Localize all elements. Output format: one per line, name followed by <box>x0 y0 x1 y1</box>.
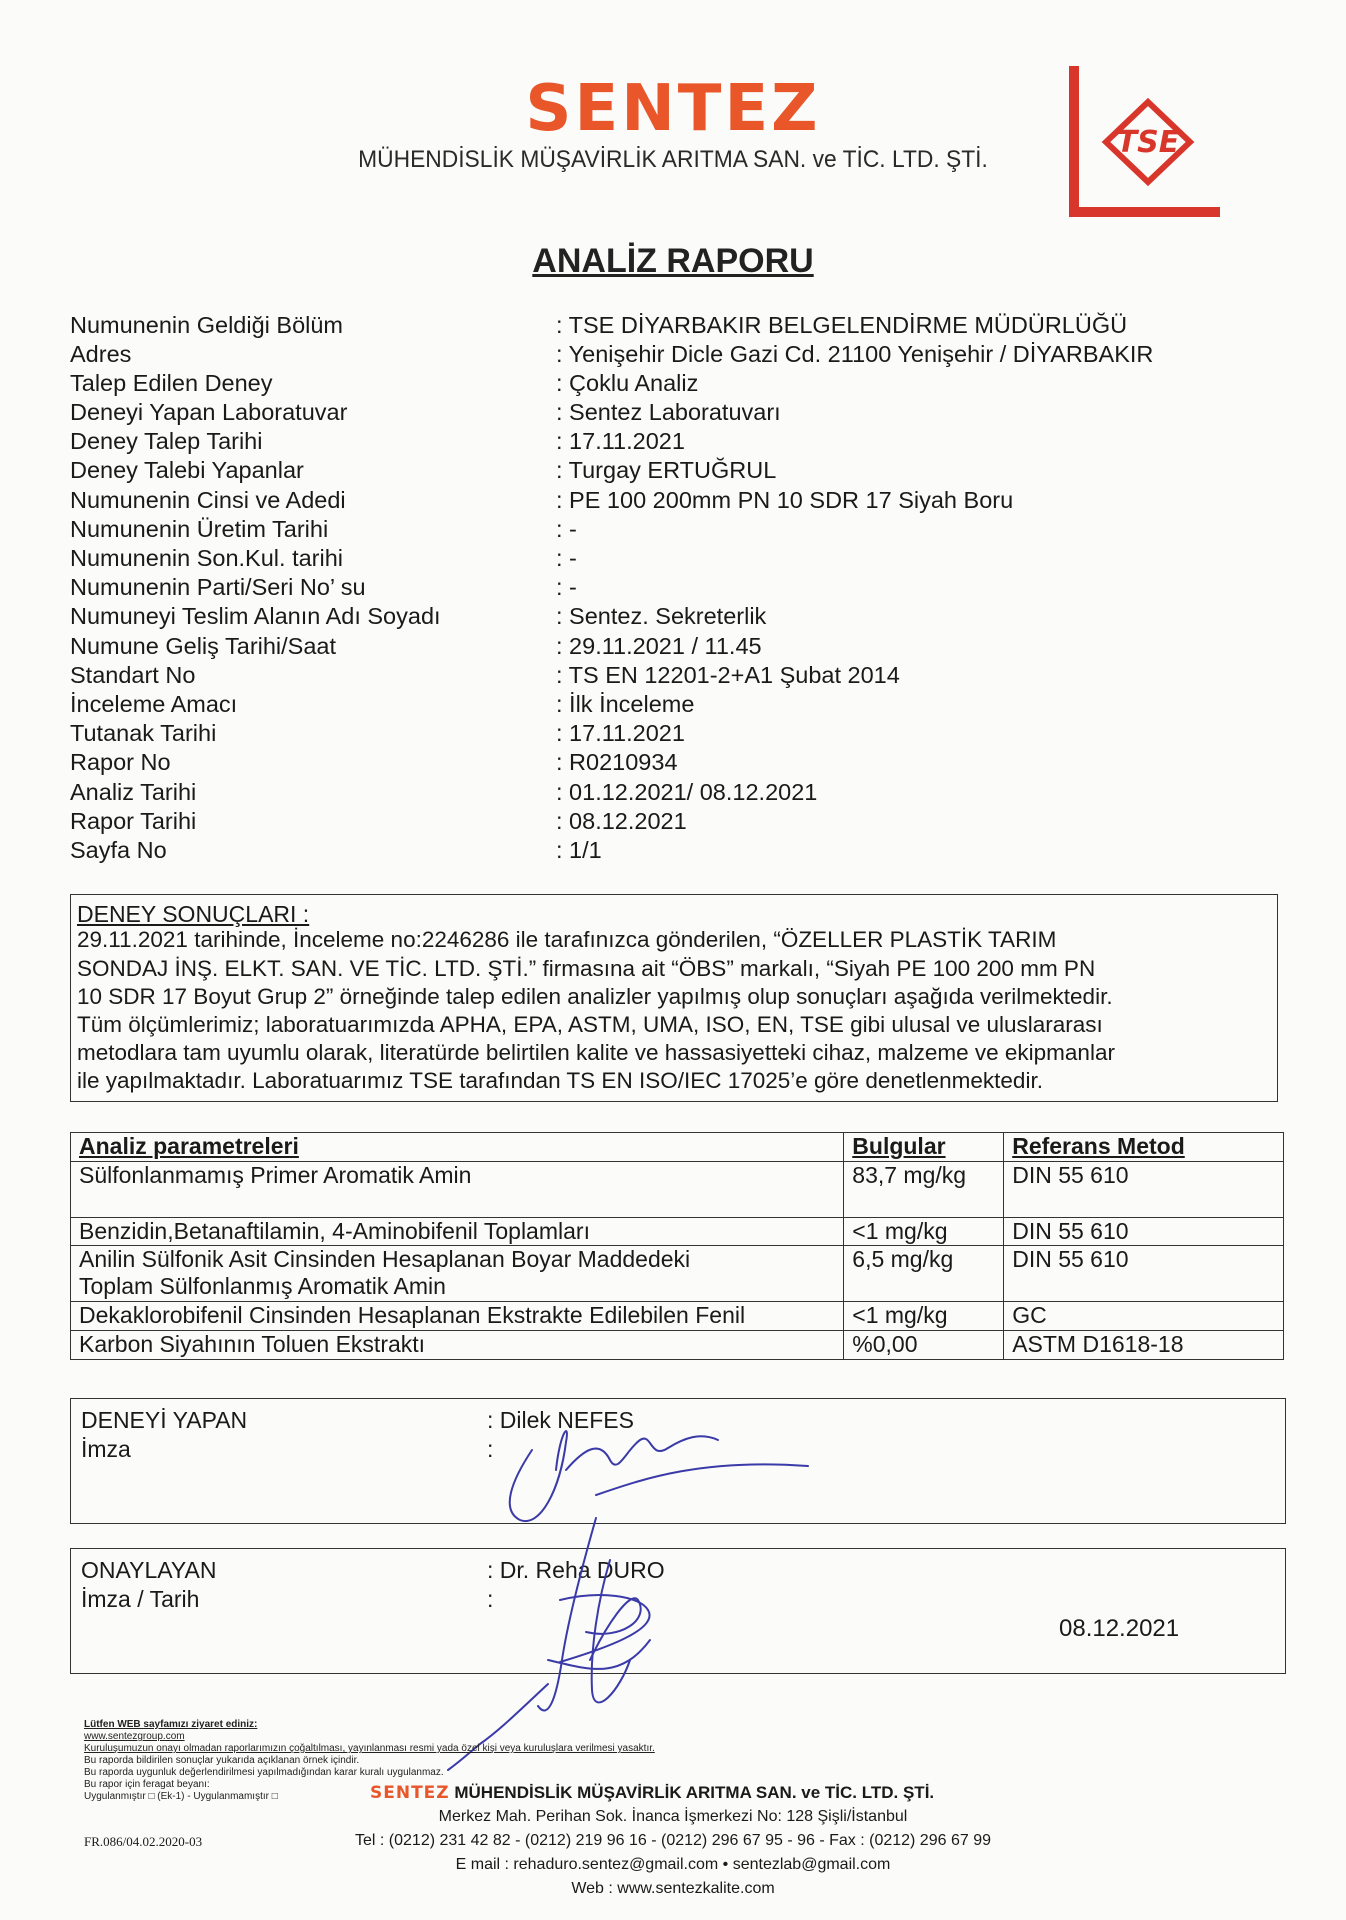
results-line: metodlara tam uyumlu olarak, literatürde belirtilen kalite ve hassasiyetteki cihaz, malzeme ve ekipmanlar <box>77 1040 1115 1065</box>
param-line-1: Anilin Sülfonik Asit Cinsinden Hesaplanan Boyar Maddedeki <box>79 1246 691 1272</box>
tested-by-name: : Dilek NEFES <box>487 1407 634 1433</box>
footer-brand: SENTEZ <box>370 1783 450 1803</box>
info-label: Sayfa No <box>70 837 167 863</box>
table-row <box>71 1246 1284 1302</box>
results-line: 10 SDR 17 Boyut Grup 2” örneğinde talep edilen analizler yapılmış olup sonuçları aşağıda verilmektedir. <box>77 984 1113 1009</box>
tse-logo <box>1068 62 1228 222</box>
company-subtitle: MÜHENDİSLİK MÜŞAVİRLİK ARITMA SAN. ve TİC. LTD. ŞTİ. <box>358 146 988 173</box>
info-value: : 17.11.2021 <box>556 428 685 454</box>
info-value: : 08.12.2021 <box>556 808 687 834</box>
info-label: Talep Edilen Deney <box>70 370 273 396</box>
info-value: : TS EN 12201-2+A1 Şubat 2014 <box>556 662 900 688</box>
info-label: Numunenin Cinsi ve Adedi <box>70 487 346 513</box>
tested-by-sign-label: İmza <box>81 1436 131 1462</box>
info-label: Tutanak Tarihi <box>70 720 217 746</box>
footer-address: Merkez Mah. Perihan Sok. İnanca İşmerkezi No: 128 Şişli/İstanbul <box>438 1808 908 1825</box>
header-result: Bulgular <box>844 1133 1004 1162</box>
info-value: : - <box>556 545 577 571</box>
footer-company <box>370 1783 934 1803</box>
info-value: : Çoklu Analiz <box>556 370 699 396</box>
param-cell: Dekaklorobifenil Cinsinden Hesaplanan Ekstrakte Edilebilen Fenil <box>71 1302 844 1331</box>
method-cell: DIN 55 610 <box>1004 1246 1284 1302</box>
footer-email[interactable]: E mail : rehaduro.sentez@gmail.com • sentezlab@gmail.com <box>455 1856 891 1873</box>
info-value: : Turgay ERTUĞRUL <box>556 457 777 483</box>
info-label: Rapor No <box>70 749 171 775</box>
info-value: : İlk İnceleme <box>556 691 695 717</box>
company-brand: SENTEZ <box>525 72 821 146</box>
info-label: Adres <box>70 341 132 367</box>
tested-by-sign-value: : <box>487 1436 494 1462</box>
table-row <box>71 1162 1284 1218</box>
approval-date: 08.12.2021 <box>1059 1615 1180 1642</box>
info-label: Numuneyi Teslim Alanın Adı Soyadı <box>70 603 441 629</box>
result-cell: <1 mg/kg <box>844 1218 1004 1246</box>
results-box <box>70 894 1278 1102</box>
param-line-2: Toplam Sülfonlanmış Aromatik Amin <box>79 1273 446 1299</box>
info-value: : R0210934 <box>556 749 678 775</box>
info-value: : Sentez Laboratuvarı <box>556 399 781 425</box>
tse-logo-text: TSE <box>1116 125 1180 160</box>
param-cell: Sülfonlanmamış Primer Aromatik Amin <box>71 1162 844 1218</box>
approved-by-label: ONAYLAYAN <box>81 1557 217 1583</box>
method-cell: DIN 55 610 <box>1004 1162 1284 1218</box>
footer-note: Kuruluşumuzun onayı olmadan raporlarımızın çoğaltılması, yayınlanması resmi yada özel kişi veya kuruluşlara verilmesi yasaktır. <box>84 1743 655 1754</box>
param-cell: Benzidin,Betanaftilamin, 4-Aminobifenil Toplamları <box>71 1218 844 1246</box>
results-heading: DENEY SONUÇLARI : <box>77 901 310 927</box>
info-label: Deney Talep Tarihi <box>70 428 263 454</box>
info-value: : 29.11.2021 / 11.45 <box>556 633 762 659</box>
results-line: Tüm ölçümlerimiz; laboratuarımızda APHA, EPA, ASTM, UMA, ISO, EN, TSE gibi ulusal ve uluslararası <box>77 1012 1103 1037</box>
result-cell: 6,5 mg/kg <box>844 1246 1004 1302</box>
info-label: Deney Talebi Yapanlar <box>70 457 304 483</box>
info-value: : Yenişehir Dicle Gazi Cd. 21100 Yenişehir / DİYARBAKIR <box>556 341 1154 367</box>
table-row <box>71 1331 1284 1360</box>
result-cell: %0,00 <box>844 1331 1004 1360</box>
footer-note: Bu rapor için feragat beyanı: <box>84 1779 210 1790</box>
table-row <box>71 1302 1284 1331</box>
footer-note: Bu raporda bildirilen sonuçlar yukarıda açıklanan örnek içindir. <box>84 1755 360 1766</box>
method-cell: GC <box>1004 1302 1284 1331</box>
info-value: : 17.11.2021 <box>556 720 685 746</box>
info-value: : PE 100 200mm PN 10 SDR 17 Siyah Boru <box>556 487 1014 513</box>
table-header-row <box>71 1133 1284 1162</box>
info-label: Standart No <box>70 662 196 688</box>
report-title: ANALİZ RAPORU <box>532 242 814 280</box>
info-value: : - <box>556 516 577 542</box>
form-code: FR.086/04.02.2020-03 <box>84 1834 203 1849</box>
info-label: İnceleme Amacı <box>70 691 238 717</box>
approved-by-box <box>70 1548 1286 1674</box>
info-value: : 01.12.2021/ 08.12.2021 <box>556 779 818 805</box>
footer-note: Uygulanmıştır □ (Ek-1) - Uygulanmamıştır □ <box>84 1791 278 1802</box>
info-value: : 1/1 <box>556 837 602 863</box>
result-cell: 83,7 mg/kg <box>844 1162 1004 1218</box>
param-cell <box>71 1246 844 1302</box>
info-label: Numunenin Geldiği Bölüm <box>70 312 344 338</box>
param-cell: Karbon Siyahının Toluen Ekstraktı <box>71 1331 844 1360</box>
result-cell: <1 mg/kg <box>844 1302 1004 1331</box>
results-line: ile yapılmaktadır. Laboratuarımız TSE tarafından TS EN ISO/IEC 17025’e göre denetlenmektedir. <box>77 1068 1043 1093</box>
results-line: SONDAJ İNŞ. ELKT. SAN. VE TİC. LTD. ŞTİ.” firmasına ait “ÖBS” markalı, “Siyah PE 100 200 mm PN <box>77 956 1096 981</box>
approved-by-name: : Dr. Reha DURO <box>487 1557 665 1583</box>
info-label: Numunenin Parti/Seri No’ su <box>70 574 366 600</box>
footer-note: Bu raporda uygunluk değerlendirilmesi yapılmadığından karar kuralı uygulanmaz. <box>84 1767 444 1778</box>
footer-company-name: MÜHENDİSLİK MÜŞAVİRLİK ARITMA SAN. ve TİC. LTD. ŞTİ. <box>454 1783 935 1802</box>
info-value: : - <box>556 574 577 600</box>
approved-by-sign-label: İmza / Tarih <box>81 1586 200 1612</box>
parameters-table <box>70 1132 1284 1360</box>
header-method: Referans Metod <box>1004 1133 1284 1162</box>
info-label: Analiz Tarihi <box>70 779 197 805</box>
approved-by-sign-value: : <box>487 1586 494 1612</box>
footer-phones: Tel : (0212) 231 42 82 - (0212) 219 96 16 - (0212) 296 67 95 - 96 - Fax : (0212) 296 67 99 <box>355 1832 991 1849</box>
info-value: : Sentez. Sekreterlik <box>556 603 767 629</box>
method-cell: ASTM D1618-18 <box>1004 1331 1284 1360</box>
footer-web-note: Lütfen WEB sayfamızı ziyaret ediniz: <box>84 1719 258 1730</box>
info-label: Numunenin Üretim Tarihi <box>70 516 329 542</box>
info-value: : TSE DİYARBAKIR BELGELENDİRME MÜDÜRLÜĞÜ <box>556 312 1128 338</box>
tested-by-label: DENEYİ YAPAN <box>81 1407 248 1433</box>
info-label: Rapor Tarihi <box>70 808 197 834</box>
footer-web[interactable]: Web : www.sentezkalite.com <box>571 1880 775 1897</box>
results-line: 29.11.2021 tarihinde, İnceleme no:2246286 ile tarafınızca gönderilen, “ÖZELLER PLASTİK TARIM <box>77 927 1057 952</box>
info-label: Numune Geliş Tarihi/Saat <box>70 633 337 659</box>
method-cell: DIN 55 610 <box>1004 1218 1284 1246</box>
header-parameter: Analiz parametreleri <box>71 1133 844 1162</box>
info-label: Numunenin Son.Kul. tarihi <box>70 545 344 571</box>
tested-by-box <box>70 1398 1286 1524</box>
table-row <box>71 1218 1284 1246</box>
footer-web-link[interactable]: www.sentezgroup.com <box>84 1731 185 1742</box>
info-label: Deneyi Yapan Laboratuvar <box>70 399 348 425</box>
